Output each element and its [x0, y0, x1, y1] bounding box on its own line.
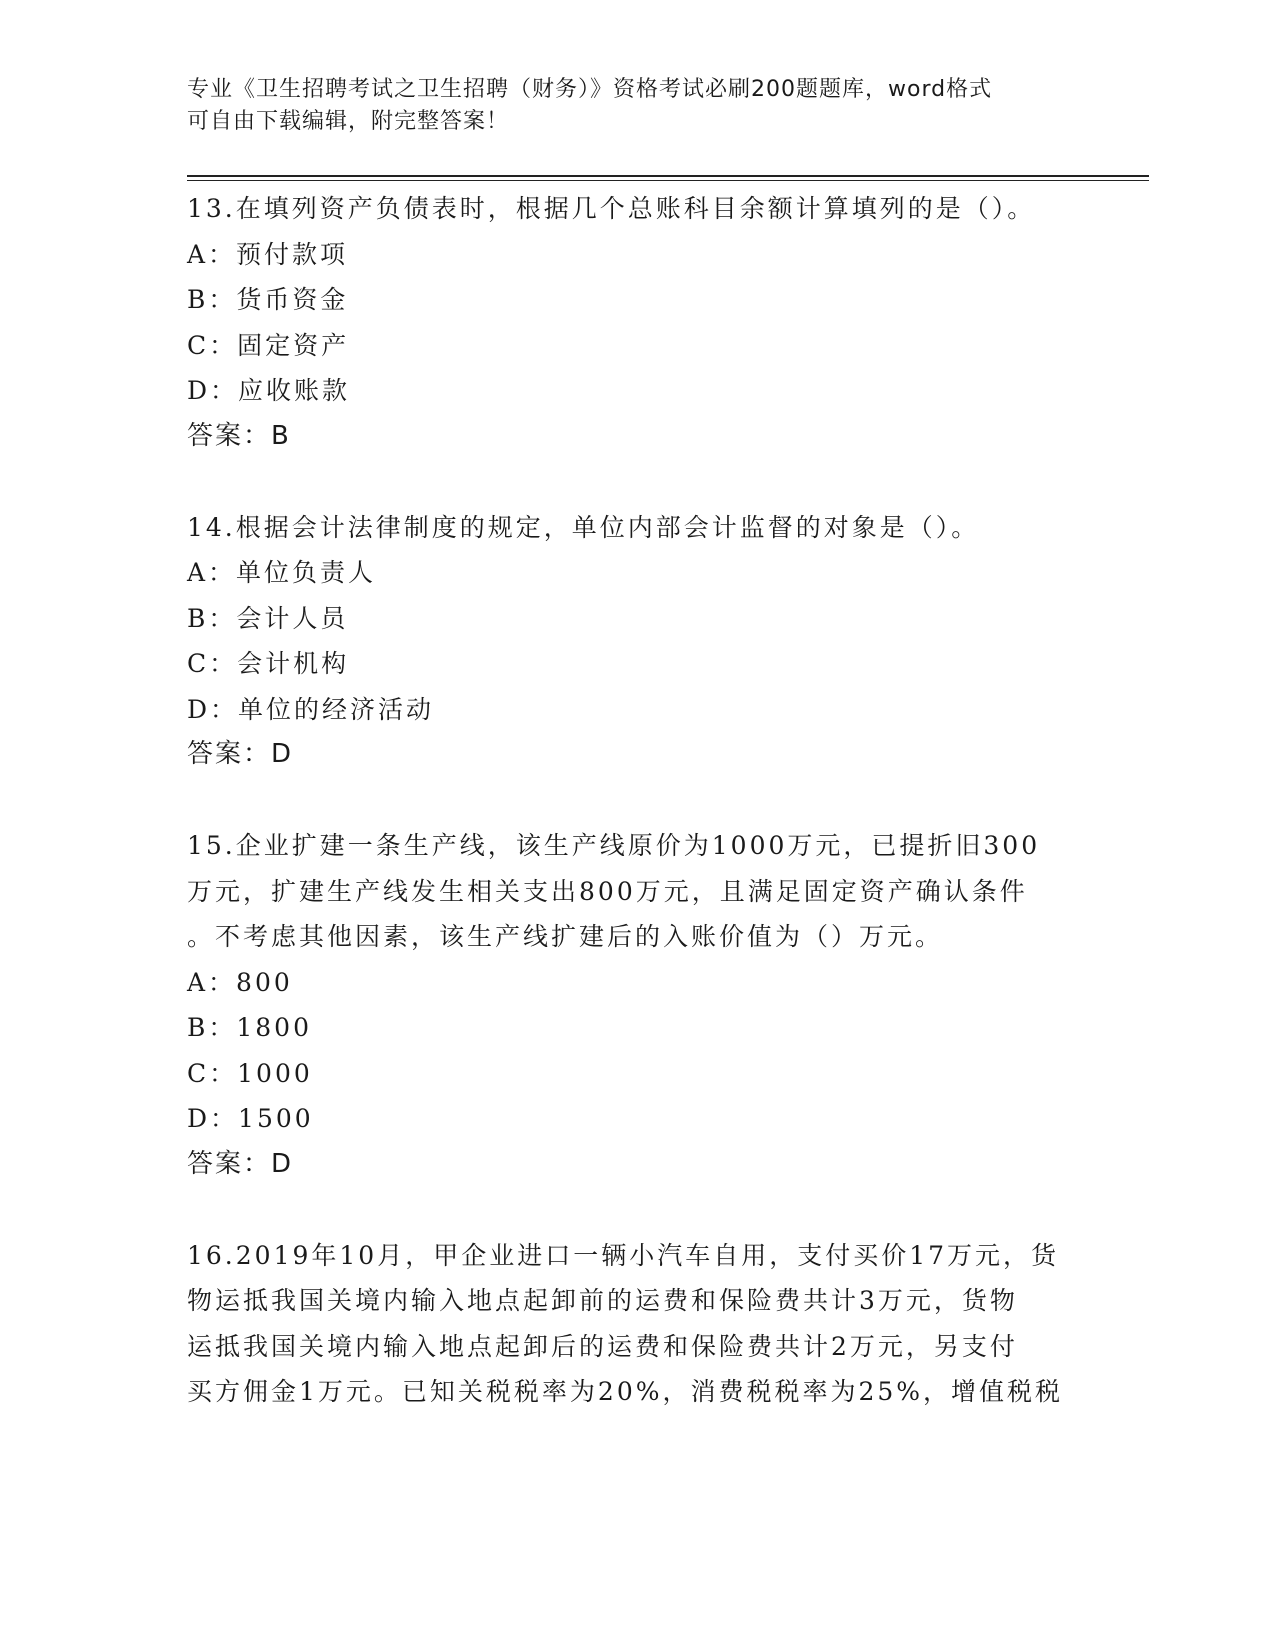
question-gap: [187, 459, 1087, 505]
document-header: [187, 74, 1087, 138]
option-d: D：应收账款: [187, 376, 351, 405]
header-rule-thick: [187, 175, 1149, 177]
question-14: [187, 505, 1087, 778]
answer-text: 答案：B: [187, 420, 291, 451]
question-13: [187, 186, 1087, 459]
question-text-line-1: 15.企业扩建一条生产线，该生产线原价为1000万元，已提折旧300: [187, 831, 1041, 860]
question-text: 13.在填列资产负债表时，根据几个总账科目余额计算填列的是（）。: [187, 194, 1036, 223]
question-text-line-1: 16.2019年10月，甲企业进口一辆小汽车自用，支付买价17万元，货: [187, 1240, 1060, 1270]
question-gap: [187, 778, 1087, 824]
question-text: 14.根据会计法律制度的规定，单位内部会计监督的对象是（）。: [187, 512, 980, 542]
option-a: A：800: [187, 967, 293, 997]
answer-text: 答案：D: [187, 739, 294, 769]
question-text-line-4: 买方佣金1万元。已知关税税率为20%，消费税税率为25%，增值税税: [187, 1377, 1064, 1406]
option-c: C：1000: [187, 1058, 313, 1088]
question-15: [187, 823, 1087, 1187]
question-16: [187, 1233, 1087, 1415]
question-text-line-3: 。不考虑其他因素，该生产线扩建后的入账价值为（）万元。: [187, 922, 944, 951]
option-c: C：固定资产: [187, 330, 350, 360]
option-b: B：会计人员: [187, 603, 349, 633]
answer-text: 答案：D: [187, 1148, 294, 1179]
option-a: A：单位负责人: [187, 558, 377, 587]
option-c: C：会计机构: [187, 649, 350, 678]
question-text-line-3: 运抵我国关境内输入地点起卸后的运费和保险费共计2万元，另支付: [187, 1331, 1018, 1361]
question-text-line-2: 万元，扩建生产线发生相关支出800万元，且满足固定资产确认条件: [187, 876, 1028, 906]
option-a: A：预付款项: [187, 239, 349, 269]
header-line-1: 专业《卫生招聘考试之卫生招聘（财务）》资格考试必刷200题题库，word格式: [187, 77, 993, 102]
option-b: B：货币资金: [187, 285, 349, 314]
option-d: D：单位的经济活动: [187, 694, 435, 724]
option-d: D：1500: [187, 1104, 314, 1133]
option-b: B：1800: [187, 1013, 312, 1042]
header-line-2: 可自由下载编辑，附完整答案！: [187, 109, 510, 134]
question-text-line-2: 物运抵我国关境内输入地点起卸前的运费和保险费共计3万元，货物: [187, 1286, 1018, 1315]
question-list: [187, 186, 1087, 1415]
question-gap: [187, 1187, 1087, 1233]
header-rule-thin: [187, 180, 1149, 181]
